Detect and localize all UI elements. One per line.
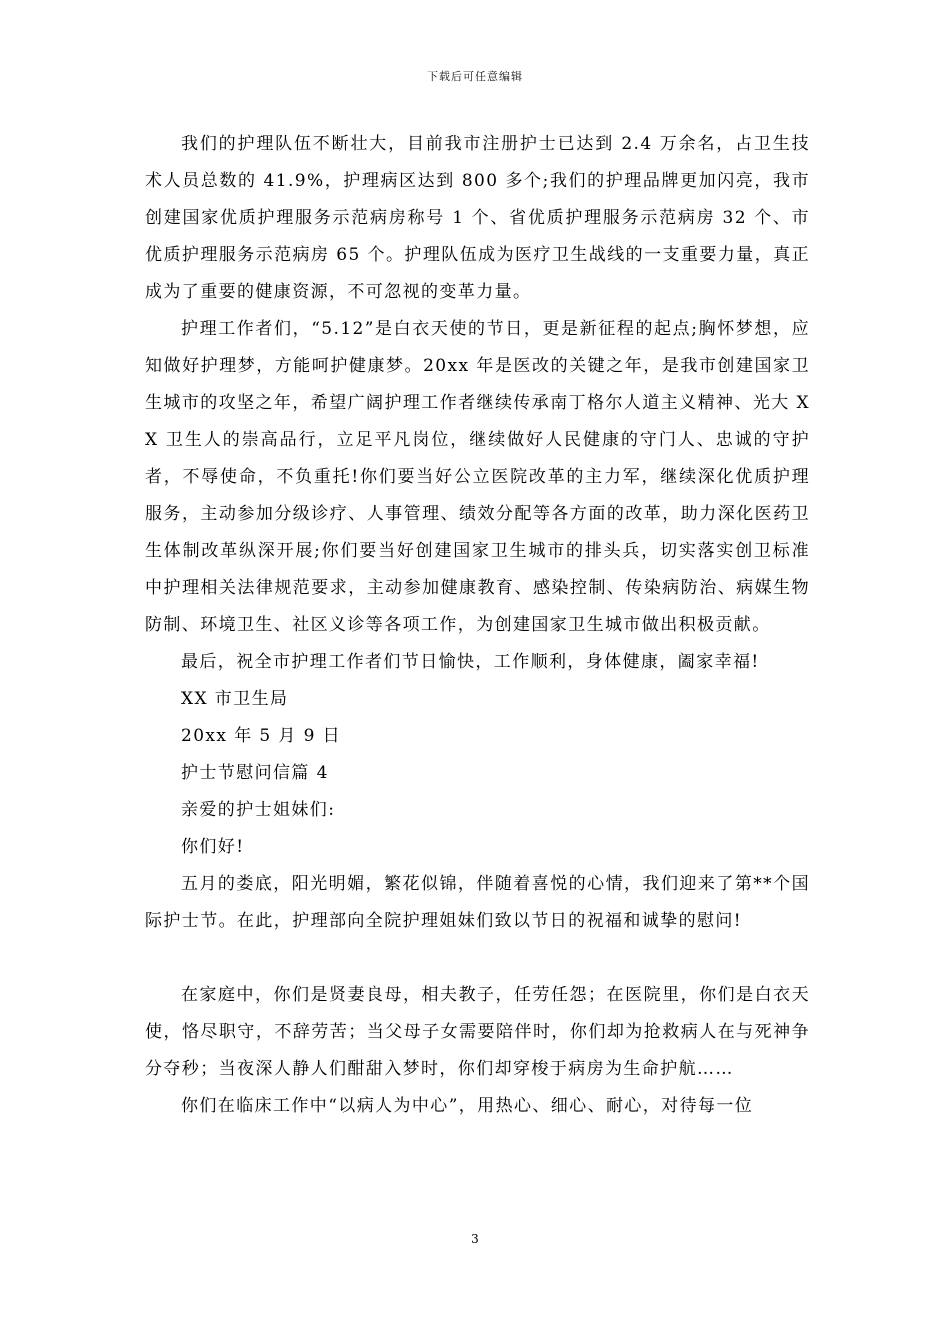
section-title: 护士节慰问信篇 4 xyxy=(181,763,329,783)
signature-organization: XX 市卫生局 xyxy=(181,689,289,709)
greeting: 你们好! xyxy=(181,837,245,857)
paragraph-closing-wishes: 最后，祝全市护理工作者们节日愉快，工作顺利，身体健康，阖家幸福! xyxy=(181,652,760,672)
blank-line xyxy=(145,940,810,977)
paragraph-family-hospital: 在家庭中，你们是贤妻良母，相夫教子，任劳任怨；在医院里，你们是白衣天使，恪尽职守，不辞劳苦；当父母子女需要陪伴时，你们却为抢救病人在与死神争分夺秒；当夜深人静人们酣甜入梦时，你们却穿梭于病房为生命护航…… xyxy=(145,985,810,1079)
header-note: 下载后可任意编辑 xyxy=(427,70,523,83)
document-body xyxy=(145,126,810,1125)
paragraph-may-intro: 五月的娄底，阳光明媚，繁花似锦，伴随着喜悦的心情，我们迎来了第**个国际护士节。在此，护理部向全院护理姐妹们致以节日的祝福和诚挚的慰问! xyxy=(145,874,810,931)
signature-date: 20xx 年 5 月 9 日 xyxy=(181,726,342,746)
paragraph-nursing-team: 我们的护理队伍不断壮大，目前我市注册护士已达到 2.4 万余名，占卫生技术人员总数的 41.9%，护理病区达到 800 多个;我们的护理品牌更加闪亮，我市创建国家优质护理服务示范病房称号 1 个、省优质护理服务示范病房 32 个、市优质护理服务示范病房 65 个。护理队伍成为医疗卫生战线的一支重要力量，真正成为了重要的健康资源，不可忽视的变革力量。 xyxy=(145,134,810,302)
paragraph-nurse-day-call: 护理工作者们，“5.12”是白衣天使的节日，更是新征程的起点;胸怀梦想，应知做好护理梦，方能呵护健康梦。20xx 年是医改的关键之年，是我市创建国家卫生城市的攻坚之年，希望广阔护理工作者继续传承南丁格尔人道主义精神、光大 XX 卫生人的崇高品行，立足平凡岗位，继续做好人民健康的守门人、忠诚的守护者，不辱使命，不负重托!你们要当好公立医院改革的主力军，继续深化优质护理服务，主动参加分级诊疗、人事管理、绩效分配等各方面的改革，助力深化医药卫生体制改革纵深开展;你们要当好创建国家卫生城市的排头兵，切实落实创卫标准中护理相关法律规范要求，主动参加健康教育、感染控制、传染病防治、病媒生物防制、环境卫生、社区义诊等各项工作，为创建国家卫生城市做出积极贡献。 xyxy=(145,319,810,635)
paragraph-clinical-work: 你们在临床工作中“以病人为中心”，用热心、细心、耐心，对待每一位 xyxy=(181,1096,754,1116)
page-number: 3 xyxy=(471,1232,479,1246)
salutation: 亲爱的护士姐妹们: xyxy=(181,800,336,820)
